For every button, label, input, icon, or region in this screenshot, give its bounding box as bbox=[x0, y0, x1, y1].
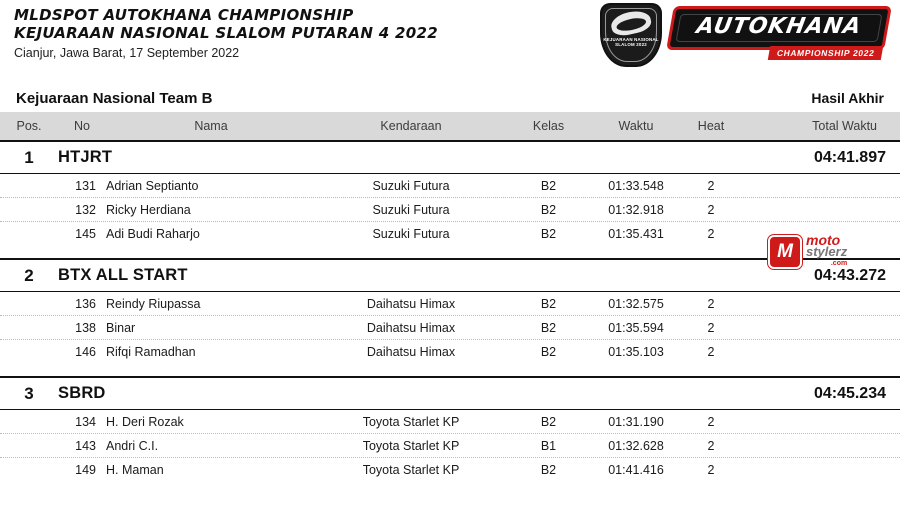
driver-heat: 2 bbox=[707, 414, 715, 429]
event-title-line2: KEJUARAAN NASIONAL SLALOM PUTARAN 4 2022 bbox=[14, 24, 439, 42]
driver-vehicle: Toyota Starlet KP bbox=[362, 463, 460, 477]
column-header-nama: Nama bbox=[194, 119, 228, 133]
column-header-heat: Heat bbox=[697, 119, 725, 133]
driver-name: H. Deri Rozak bbox=[106, 414, 184, 429]
column-header-kelas: Kelas bbox=[532, 119, 565, 133]
driver-vehicle: Toyota Starlet KP bbox=[362, 414, 460, 429]
motostylerz-watermark bbox=[768, 232, 886, 272]
driver-time: 01:32.628 bbox=[608, 438, 664, 453]
table-row bbox=[0, 292, 900, 316]
column-header-no: No bbox=[74, 119, 90, 133]
driver-name: Binar bbox=[106, 320, 136, 335]
driver-class: B2 bbox=[540, 296, 557, 311]
driver-class: B2 bbox=[540, 345, 557, 359]
driver-class: B2 bbox=[540, 463, 557, 477]
driver-time: 01:35.594 bbox=[608, 320, 664, 335]
results-table bbox=[0, 112, 900, 482]
table-row bbox=[0, 198, 900, 222]
column-header-total-waktu: Total Waktu bbox=[812, 119, 877, 133]
driver-vehicle: Suzuki Futura bbox=[372, 202, 450, 217]
team-position: 3 bbox=[24, 383, 34, 403]
driver-time: 01:41.416 bbox=[608, 463, 664, 477]
driver-class: B2 bbox=[540, 227, 557, 241]
table-row bbox=[0, 458, 900, 482]
team-total-time: 04:43.272 bbox=[813, 266, 886, 284]
driver-number: 134 bbox=[75, 414, 96, 429]
driver-class: B2 bbox=[540, 320, 557, 335]
autokhana-logo bbox=[670, 4, 888, 66]
driver-name: H. Maman bbox=[106, 463, 164, 477]
logo-group bbox=[600, 2, 888, 68]
driver-vehicle: Daihatsu Himax bbox=[366, 345, 456, 359]
driver-time: 01:35.431 bbox=[608, 227, 664, 241]
driver-time: 01:33.548 bbox=[608, 178, 664, 193]
team-position: 2 bbox=[24, 265, 34, 285]
driver-heat: 2 bbox=[707, 438, 715, 453]
column-header-waktu: Waktu bbox=[618, 119, 654, 133]
driver-heat: 2 bbox=[707, 296, 715, 311]
group-spacer bbox=[0, 364, 900, 376]
driver-name: Reindy Riupassa bbox=[106, 296, 201, 311]
driver-time: 01:32.918 bbox=[608, 202, 664, 217]
watermark-line2: stylerz bbox=[806, 244, 848, 259]
driver-number: 146 bbox=[75, 345, 96, 359]
driver-time: 01:31.190 bbox=[608, 414, 664, 429]
team-row bbox=[0, 258, 900, 292]
shield-label: KEJUARAAN NASIONAL SLALOM 2022 bbox=[603, 37, 659, 48]
driver-name: Rifqi Ramadhan bbox=[106, 345, 196, 359]
table-row bbox=[0, 174, 900, 198]
driver-heat: 2 bbox=[707, 345, 715, 359]
table-row bbox=[0, 222, 900, 246]
driver-number: 136 bbox=[75, 296, 96, 311]
section-bar bbox=[0, 84, 900, 112]
driver-number: 131 bbox=[75, 178, 96, 193]
group-spacer bbox=[0, 246, 900, 258]
result-status-label: Hasil Akhir bbox=[811, 90, 884, 106]
driver-time: 01:35.103 bbox=[608, 345, 664, 359]
watermark-line3: .com bbox=[830, 260, 848, 267]
table-row bbox=[0, 316, 900, 340]
driver-name: Andri C.I. bbox=[106, 438, 159, 453]
driver-name: Adi Budi Raharjo bbox=[106, 227, 200, 241]
driver-class: B2 bbox=[540, 202, 557, 217]
watermark-badge-icon: M bbox=[768, 235, 802, 269]
driver-heat: 2 bbox=[707, 227, 715, 241]
driver-number: 145 bbox=[75, 227, 96, 241]
driver-time: 01:32.575 bbox=[608, 296, 664, 311]
driver-heat: 2 bbox=[707, 320, 715, 335]
table-header-row bbox=[0, 112, 900, 140]
driver-number: 143 bbox=[75, 438, 96, 453]
driver-vehicle: Daihatsu Himax bbox=[366, 320, 456, 335]
team-name: SBRD bbox=[58, 384, 106, 402]
driver-class: B2 bbox=[540, 178, 557, 193]
column-header-pos: Pos. bbox=[16, 119, 42, 133]
event-title-line1: MLDSPOT AUTOKHANA CHAMPIONSHIP bbox=[14, 6, 354, 24]
event-location-date: Cianjur, Jawa Barat, 17 September 2022 bbox=[14, 46, 240, 60]
table-row bbox=[0, 340, 900, 364]
page-title: Kejuaraan Nasional Team B bbox=[16, 89, 213, 107]
team-position: 1 bbox=[24, 147, 34, 167]
watermark-line1: moto bbox=[806, 232, 841, 248]
driver-vehicle: Suzuki Futura bbox=[372, 178, 450, 193]
team-row bbox=[0, 140, 900, 174]
team-total-time: 04:41.897 bbox=[813, 148, 886, 166]
driver-name: Ricky Herdiana bbox=[106, 202, 191, 217]
team-name: HTJRT bbox=[58, 148, 113, 166]
driver-heat: 2 bbox=[707, 463, 715, 477]
autokhana-wordmark: AUTOKHANA bbox=[694, 14, 864, 39]
driver-number: 138 bbox=[75, 320, 96, 335]
table-row bbox=[0, 434, 900, 458]
team-name: BTX ALL START bbox=[58, 266, 188, 284]
driver-class: B2 bbox=[540, 414, 557, 429]
driver-vehicle: Suzuki Futura bbox=[372, 227, 450, 241]
team-row bbox=[0, 376, 900, 410]
driver-heat: 2 bbox=[707, 178, 715, 193]
kejurnas-shield-icon bbox=[600, 3, 662, 67]
autokhana-ribbon: CHAMPIONSHIP 2022 bbox=[767, 46, 883, 60]
column-header-kendaraan: Kendaraan bbox=[380, 119, 442, 133]
driver-vehicle: Toyota Starlet KP bbox=[362, 438, 460, 453]
team-total-time: 04:45.234 bbox=[813, 384, 886, 402]
driver-vehicle: Daihatsu Himax bbox=[366, 296, 456, 311]
table-row bbox=[0, 410, 900, 434]
driver-name: Adrian Septianto bbox=[106, 178, 199, 193]
document-header bbox=[0, 0, 900, 84]
driver-class: B1 bbox=[540, 438, 557, 453]
driver-number: 149 bbox=[75, 463, 96, 477]
driver-heat: 2 bbox=[707, 202, 715, 217]
driver-number: 132 bbox=[75, 202, 96, 217]
